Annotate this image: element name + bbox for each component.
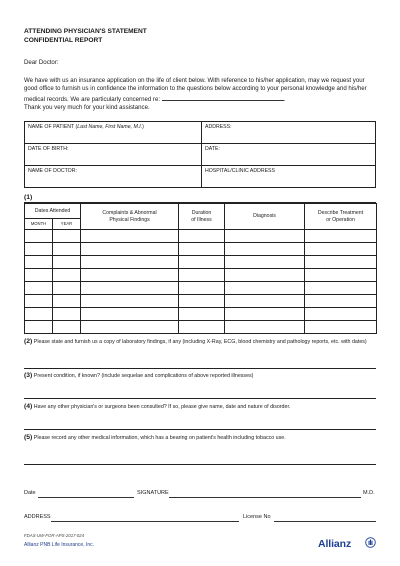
medical-history-row [25, 269, 377, 282]
form-code: FDAS-UW-FOR-APS-2017-024 [24, 533, 85, 538]
date-field[interactable] [202, 144, 376, 166]
treatment-header-line-2: or Operation [326, 216, 355, 223]
complaints-header-line-2: Physical Findings [109, 216, 150, 223]
license-label: License No [243, 514, 271, 520]
treatment-header-line-1: Describe Treatment [317, 210, 364, 216]
medical-history-row [25, 256, 377, 269]
medical-history-row [25, 321, 377, 334]
diagnosis-header: Diagnosis [225, 204, 305, 230]
medical-history-cell[interactable] [81, 256, 179, 269]
medical-history-cell[interactable] [53, 269, 81, 282]
medical-history-cell[interactable] [225, 295, 305, 308]
medical-history-cell[interactable] [305, 282, 377, 295]
title-line-2: CONFIDENTIAL REPORT [24, 36, 103, 44]
section-5-number: (5) [24, 434, 33, 441]
intro-paragraph [24, 77, 378, 113]
medical-history-cell[interactable] [305, 321, 377, 334]
section-5-answer-line[interactable] [24, 464, 376, 465]
medical-history-cell[interactable] [225, 269, 305, 282]
intro-thanks: Thank you very much for your kind assistance. [24, 104, 150, 112]
medical-history-cell[interactable] [25, 243, 53, 256]
medical-history-cell[interactable] [25, 321, 53, 334]
medical-history-cell[interactable] [81, 269, 179, 282]
medical-history-row [25, 230, 377, 243]
section-4-answer-line[interactable] [24, 429, 376, 430]
patient-name-field[interactable] [25, 122, 202, 144]
medical-history-cell[interactable] [53, 243, 81, 256]
duration-header-line-1: Duration [191, 210, 212, 216]
section-3-answer-line[interactable] [24, 398, 376, 399]
section-3-text: Present condition, if known? (include sequelae and complications of above reported illnesses) [32, 373, 254, 379]
md-label: M.D. [363, 490, 375, 496]
medical-history-cell[interactable] [305, 308, 377, 321]
medical-history-cell[interactable] [225, 230, 305, 243]
medical-history-cell[interactable] [225, 308, 305, 321]
treatment-header [305, 204, 377, 230]
section-1-number: (1) [24, 194, 33, 201]
medical-history-cell[interactable] [53, 256, 81, 269]
patient-name-hint: Last Name, First Name, M.I. [77, 124, 143, 130]
section-2-question [24, 338, 376, 346]
hospital-address-label: HOSPITAL/CLINIC ADDRESS [205, 168, 275, 174]
medical-history-cell[interactable] [225, 282, 305, 295]
medical-history-cell[interactable] [53, 282, 81, 295]
complaints-header-line-1: Complaints & Abnormal [102, 210, 157, 216]
medical-history-cell[interactable] [25, 295, 53, 308]
medical-history-cell[interactable] [305, 295, 377, 308]
duration-header [179, 204, 225, 230]
medical-history-cell[interactable] [25, 256, 53, 269]
document-title [24, 28, 147, 45]
address-label: ADDRESS: [205, 124, 232, 130]
medical-history-rows [25, 230, 377, 334]
address-field[interactable] [202, 122, 376, 144]
doctor-name-field[interactable] [25, 166, 202, 188]
medical-history-cell[interactable] [81, 230, 179, 243]
medical-history-cell[interactable] [53, 321, 81, 334]
license-line[interactable] [274, 521, 376, 522]
medical-history-cell[interactable] [81, 282, 179, 295]
medical-history-cell[interactable] [81, 308, 179, 321]
medical-history-row [25, 308, 377, 321]
medical-history-cell[interactable] [53, 308, 81, 321]
date-of-birth-field[interactable] [25, 144, 202, 166]
medical-history-cell[interactable] [25, 282, 53, 295]
section-2-answer-line[interactable] [24, 368, 376, 369]
patient-name-label: NAME OF PATIENT ( [28, 124, 78, 130]
duration-header-line-2: of Illness [191, 216, 212, 223]
medical-history-row [25, 295, 377, 308]
month-header: MONTH [25, 219, 53, 230]
section-3-number: (3) [24, 372, 33, 379]
patient-name-close: ) [142, 124, 144, 130]
medical-history-cell[interactable] [225, 321, 305, 334]
doctor-name-label: NAME OF DOCTOR: [28, 168, 77, 174]
year-header: YEAR [53, 219, 81, 230]
intro-period: . [283, 95, 286, 103]
company-name: Allianz PNB Life Insurance, Inc. [24, 542, 95, 548]
medical-history-cell[interactable] [53, 230, 81, 243]
medical-history-cell[interactable] [179, 321, 225, 334]
date-signature-label: Date [24, 490, 36, 496]
allianz-eagle-logo-icon [365, 537, 376, 548]
section-2-text: Please state and furnish us a copy of laboratory findings, if any (including X-Ray, ECG, blood chemistry and pathology reports, etc. with dates) [32, 339, 367, 345]
medical-history-cell[interactable] [225, 256, 305, 269]
medical-history-cell[interactable] [25, 308, 53, 321]
address-signature-line[interactable] [51, 521, 239, 522]
medical-history-cell[interactable] [225, 243, 305, 256]
section-4-text: Have any other physician's or surgeons been consulted? If so, please give name, date and nature of disorder. [32, 404, 291, 410]
allianz-logo-text: Allianz [318, 538, 352, 550]
medical-history-cell[interactable] [179, 295, 225, 308]
dates-attended-header: Dates Attended [25, 204, 81, 219]
medical-history-cell[interactable] [179, 282, 225, 295]
section-3-question [24, 372, 376, 380]
section-4-number: (4) [24, 403, 33, 410]
complaints-header [81, 204, 179, 230]
medical-history-cell[interactable] [25, 269, 53, 282]
address-signature-label: ADDRESS [24, 514, 51, 520]
intro-text: We have with us an insurance application on the life of client below. With reference to his/her application, may we request your good office to furnish us in confidence the information to the questions below according to your personal knowledge and his/her medical records. We are particularly concerned re: [24, 77, 367, 103]
medical-history-cell[interactable] [53, 295, 81, 308]
medical-history-cell[interactable] [25, 230, 53, 243]
hospital-address-field[interactable] [202, 166, 376, 188]
medical-history-cell[interactable] [81, 243, 179, 256]
medical-history-cell[interactable] [179, 308, 225, 321]
date-of-birth-label: DATE OF BIRTH: [28, 146, 69, 152]
medical-history-cell[interactable] [179, 269, 225, 282]
medical-history-cell[interactable] [81, 295, 179, 308]
signature-line[interactable] [169, 497, 361, 498]
section-5-text: Please record any other medical information, which has a bearing on patient's health including tobacco use. [32, 435, 286, 441]
medical-history-cell[interactable] [81, 321, 179, 334]
medical-history-table [24, 203, 377, 334]
medical-history-cell[interactable] [179, 230, 225, 243]
date-label: DATE: [205, 146, 220, 152]
medical-history-cell[interactable] [179, 256, 225, 269]
medical-history-row [25, 243, 377, 256]
date-signature-line[interactable] [38, 497, 134, 498]
title-line-1: ATTENDING PHYSICIAN'S STATEMENT [24, 28, 147, 35]
medical-history-cell[interactable] [305, 243, 377, 256]
medical-history-cell[interactable] [179, 243, 225, 256]
section-2-number: (2) [24, 338, 33, 345]
section-5-question [24, 434, 376, 442]
salutation: Dear Doctor: [24, 59, 59, 66]
medical-history-row [25, 282, 377, 295]
medical-history-cell[interactable] [305, 256, 377, 269]
signature-label: SIGNATURE [137, 490, 169, 496]
concern-blank-field[interactable] [162, 94, 284, 101]
section-4-question [24, 403, 376, 411]
medical-history-cell[interactable] [305, 230, 377, 243]
patient-info-table [24, 121, 376, 188]
medical-history-cell[interactable] [305, 269, 377, 282]
